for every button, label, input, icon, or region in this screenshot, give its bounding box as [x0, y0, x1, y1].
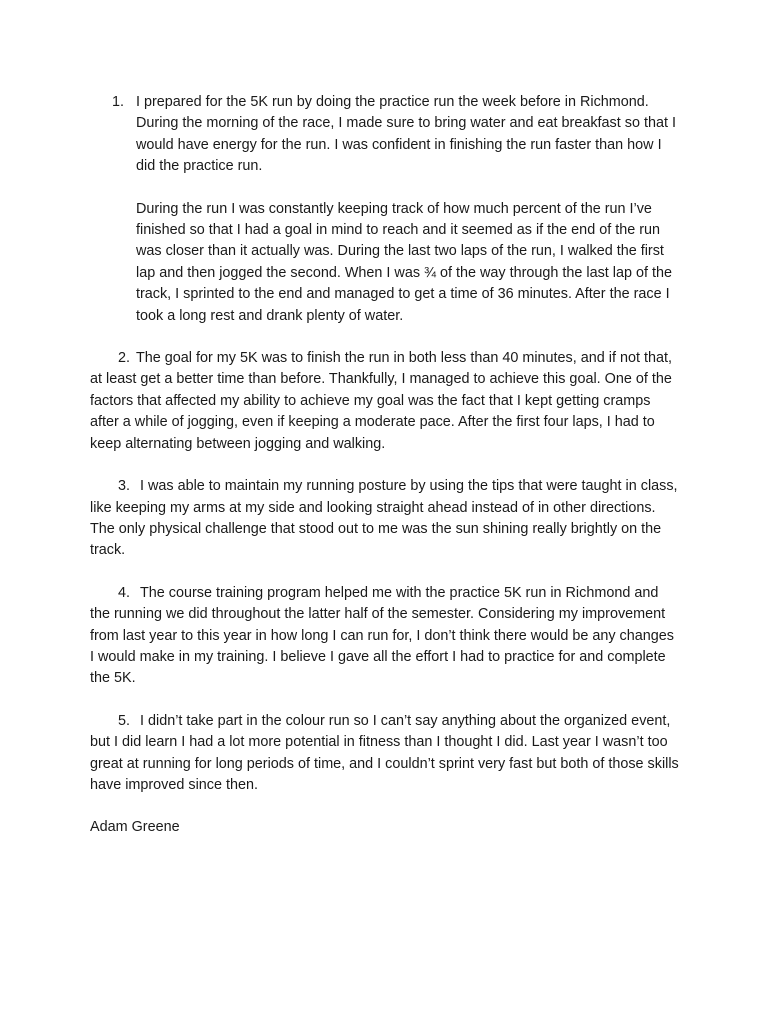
answer-5-text: I didn’t take part in the colour run so I can’t say anything about the organized event, but I did learn I had a lot more potential in fitness than I thought I did. Last year I wasn’t too great at running for long periods of time, and I couldn’t sprint very fast but both of those skills have improved since then. — [90, 712, 679, 793]
answer-4 — [90, 583, 680, 690]
answer-4-text: The course training program helped me with the practice 5K run in Richmond and the running we did throughout the latter half of the semester. Considering my improvement from last year to this year in how long I can run for, I don’t think there would be any changes I would make in my training. I believe I gave all the effort I had to practice for and complete the 5K. — [90, 584, 674, 687]
answer-3-text: I was able to maintain my running posture by using the tips that were taught in class, like keeping my arms at my side and looking straight ahead instead of in other directions. The only physical challenge that stood out to me was the sun shining really brightly on the track. — [90, 478, 678, 559]
answer-2 — [90, 348, 680, 455]
answer-2-text: The goal for my 5K was to finish the run in both less than 40 minutes, and if not that, at least get a better time than before. Thankfully, I managed to achieve this goal. One of the factors that affected my ability to achieve my goal was the fact that I kept getting cramps after a while of jogging, even if keeping a moderate pace. After the first four laps, I had to keep alternating between jogging and walking. — [90, 350, 672, 452]
answer-5-number: 5. — [118, 712, 131, 729]
answer-5 — [90, 711, 680, 797]
answer-3 — [90, 476, 680, 562]
document-page — [90, 92, 680, 853]
answer-3-number: 3. — [118, 478, 131, 495]
answer-1-paragraph-2: During the run I was constantly keeping track of how much percent of the run I’ve finished so that I had a goal in mind to reach and it seemed as if the end of the run was closer than it actually was. During the last two laps of the run, I walked the first lap and then jogged the second. When I was ¾ of the way through the last lap of the track, I sprinted to the end and managed to get a time of 36 minutes. After the race I took a long rest and drank plenty of water. — [136, 200, 673, 324]
answer-4-number: 4. — [118, 584, 131, 601]
answer-1-paragraph-1: I prepared for the 5K run by doing the practice run the week before in Richmond. During the morning of the race, I made sure to bring water and eat breakfast so that I would have energy for the run. I was confident in finishing the run faster than how I did the practice run. — [136, 94, 676, 175]
answer-1 — [90, 92, 680, 327]
answer-2-number: 2. — [118, 350, 131, 367]
answer-1-number: 1. — [112, 94, 125, 110]
author-signature: Adam Greene — [90, 819, 180, 836]
